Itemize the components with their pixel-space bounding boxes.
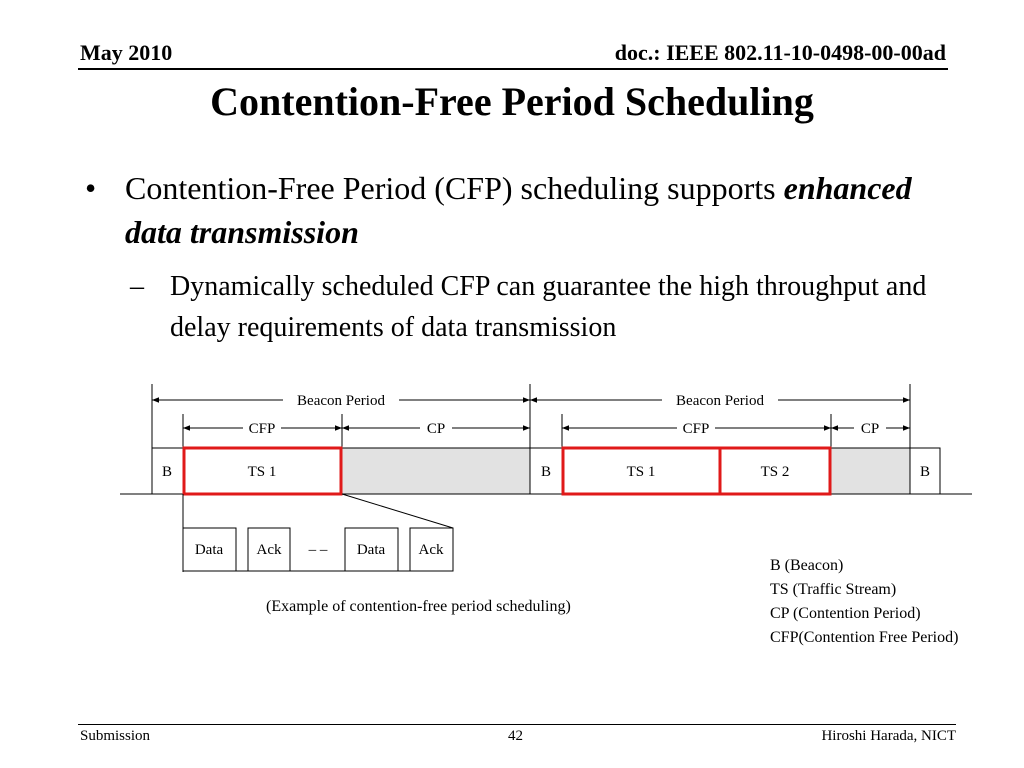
cfp-label-2: CFP [682,421,710,437]
cp-label-1: CP [426,421,446,437]
bullet-dot: • [85,170,97,206]
beacon-label-3: B [919,464,931,480]
ts2-label: TS 2 [760,464,790,480]
cp-block-1 [342,448,530,494]
cfp-label-1: CFP [248,421,276,437]
footer-rule [78,724,956,725]
bullet-1-plain: Contention-Free Period (CFP) scheduling supports [125,170,784,206]
beacon-label-2: B [540,464,552,480]
bullet-dash: – [130,271,144,302]
beacon-label-1: B [161,464,173,480]
cp-block-2 [831,448,910,494]
header-date: May 2010 [80,40,173,65]
legend-item-traffic-stream: TS (Traffic Stream) [770,581,897,598]
bullet-2-text: Dynamically scheduled CFP can guarantee the high throughput and delay requirements of data transmission [170,271,927,343]
legend-item-contention-period: CP (Contention Period) [770,605,921,622]
bullet-1-text [125,166,965,254]
header-doc-id: doc.: IEEE 802.11-10-0498-00-00ad [614,40,946,65]
footer-submission: Submission [80,728,151,744]
ack-label-1: Ack [256,542,282,558]
ts1-label-1: TS 1 [247,464,277,480]
cp-label-2: CP [860,421,880,437]
slide-title: Contention-Free Period Scheduling [210,79,814,124]
zoom-line-right [342,494,453,528]
legend [770,554,958,650]
cfp-scheduling-diagram [0,370,1024,580]
data-label-1: Data [194,542,224,558]
ack-label-2: Ack [418,542,444,558]
bullet-1-emphasis: enhanced data transmission [125,170,912,250]
data-label-2: Data [356,542,386,558]
beacon-period-label-1: Beacon Period [297,393,385,409]
page-number: 42 [508,728,523,744]
ts1-label-2: TS 1 [626,464,656,480]
beacon-period-label-2: Beacon Period [676,393,764,409]
legend-item-beacon: B (Beacon) [770,557,844,574]
legend-item-contention-free-period: CFP(Contention Free Period) [770,629,959,646]
header-rule [78,68,948,70]
ellipsis-label: – – [308,542,328,558]
footer-author: Hiroshi Harada, NICT [821,728,956,744]
diagram-caption: (Example of contention-free period scheduling) [266,598,571,615]
